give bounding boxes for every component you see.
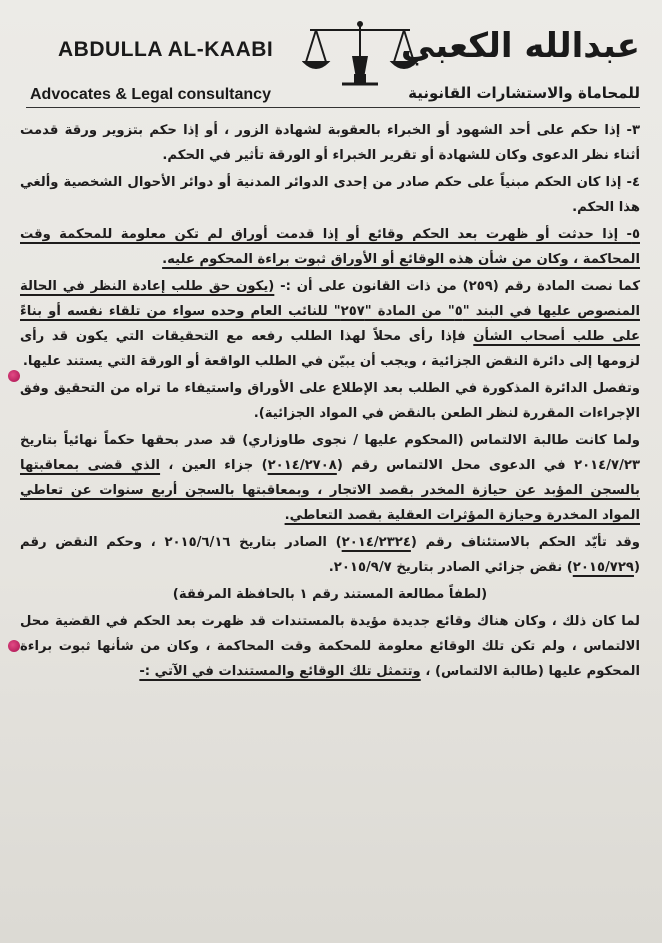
appeal-text-2: ) الصادر بتاريخ ٢٠١٥/٦/١٦ ، وحكم النقض رقم (: [20, 535, 640, 575]
paragraph-item-5: ٥- إذا حدثت أو ظهرت بعد الحكم وقائع أو إذا قدمت أوراق لم تكن معلومة للمحكمة وقت المحاكمة ، وكان من شأن هذه الوقائع أو الأوراق ثبوت براءة المحكوم عليه.: [20, 227, 640, 267]
firm-subtitle-english: Advocates & Legal consultancy: [30, 86, 271, 103]
paragraph-procedure: وتفصل الدائرة المذكورة في الطلب بعد الإطلاع على الأوراق واستيفاء ما تراه من التحقيق وفق الإجراءات المقررة لنظر الطعن بالنقض في المواد الجزائية).: [20, 381, 640, 421]
paragraph-appeal: [20, 530, 640, 580]
firm-subtitle-arabic: للمحاماة والاستشارات القانونية: [408, 84, 640, 102]
binder-hole-icon: [8, 640, 20, 652]
paragraph-new-facts: [20, 609, 640, 684]
paragraph-item-4: ٤- إذا كان الحكم مبنياً على حكم صادر من إحدى الدوائر المدنية أو دوائر الأحوال الشخصية وألغي هذا الحكم.: [20, 175, 640, 215]
paragraph-article-259: [20, 274, 640, 374]
judgment-sentence: الذي قضى بمعاقبتها بالسجن المؤبد عن حيازة المخدر بقصد الاتجار ، وبمعاقبتها بالسجن أربع سنوات عن تعاطي المواد المخدرة وحيازة المؤثرات العقلية بقصد التعاطي.: [20, 458, 640, 523]
article-259-underlined: (يكون حق طلب إعادة النظر في الحالة المنصوص عليها في البند "٥" من المادة "٢٥٧" للنائب العام وحده سواء من تلقاء نفسه أو بناءً على طلب أصحاب الشأن: [20, 279, 640, 344]
firm-name-arabic: عبدالله الكعبي: [400, 26, 640, 66]
attachment-note: (لطفاً مطالعة المستند رقم ١ بالحافظة المرفقة): [172, 587, 488, 602]
case-number: ٢٠١٤/٢٧٠٨: [267, 458, 337, 473]
appeal-text-1: وقد تأيّد الحكم بالاستئناف رقم (: [410, 535, 641, 550]
judgment-text-1: ولما كانت طالبة الالتماس (المحكوم عليها / نجوى طاوزاري) قد صدر بحقها حكماً نهائياً بتاريخ ٢٠١٤/٧/٢٣ في الدعوى محل الالتماس رقم (: [20, 433, 640, 473]
article-259-rest: فإذا رأى محلاً لهذا الطلب رفعه مع التحقيقات التي يكون قد رأى لزومها إلى دائرة النقض الجزائية ، ويجب أن يبيّن في الطلب الواقعة أو الورقة التي يستند عليها.: [20, 329, 640, 369]
article-259-intro: كما نصت المادة رقم (٢٥٩) من ذات القانون على أن :-: [274, 279, 640, 294]
letterhead-divider: [26, 107, 640, 108]
new-facts-text: لما كان ذلك ، وكان هناك وقائع جديدة مؤيدة بالمستندات قد ظهرت بعد الحكم في القضية محل الالتماس ، ولم تكن تلك الوقائع معلومة للمحكمة وقت المحاكمة ، وكان من شأنها ثبوت براءة المحكوم عليها (طالبة الالتماس) ،: [20, 614, 640, 679]
judgment-text-2: ) جزاء العين ،: [160, 458, 268, 473]
appeal-text-3: ) نقض جزائي الصادر بتاريخ ٢٠١٥/٩/٧.: [328, 560, 573, 575]
paragraph-item-3: ٣- إذا حكم على أحد الشهود أو الخبراء بالعقوبة لشهادة الزور ، أو إذا حكم بتزوير ورقة قدمت أثناء نظر الدعوى وكان للشهادة أو تقرير الخبراء أو الورقة تأثير في الحكم.: [20, 123, 640, 163]
binder-hole-icon: [8, 370, 20, 382]
firm-name-english: ABDULLA AL-KAABI: [58, 38, 274, 61]
letterhead: [20, 0, 640, 112]
new-facts-underlined: وتتمثل تلك الوقائع والمستندات في الآتي :-: [139, 664, 421, 679]
paragraph-judgment: [20, 428, 640, 528]
cassation-number: ٢٠١٥/٧٢٩: [572, 560, 634, 575]
appeal-number: ٢٠١٤/٢٣٢٤: [341, 535, 411, 550]
document-body: [20, 118, 640, 684]
